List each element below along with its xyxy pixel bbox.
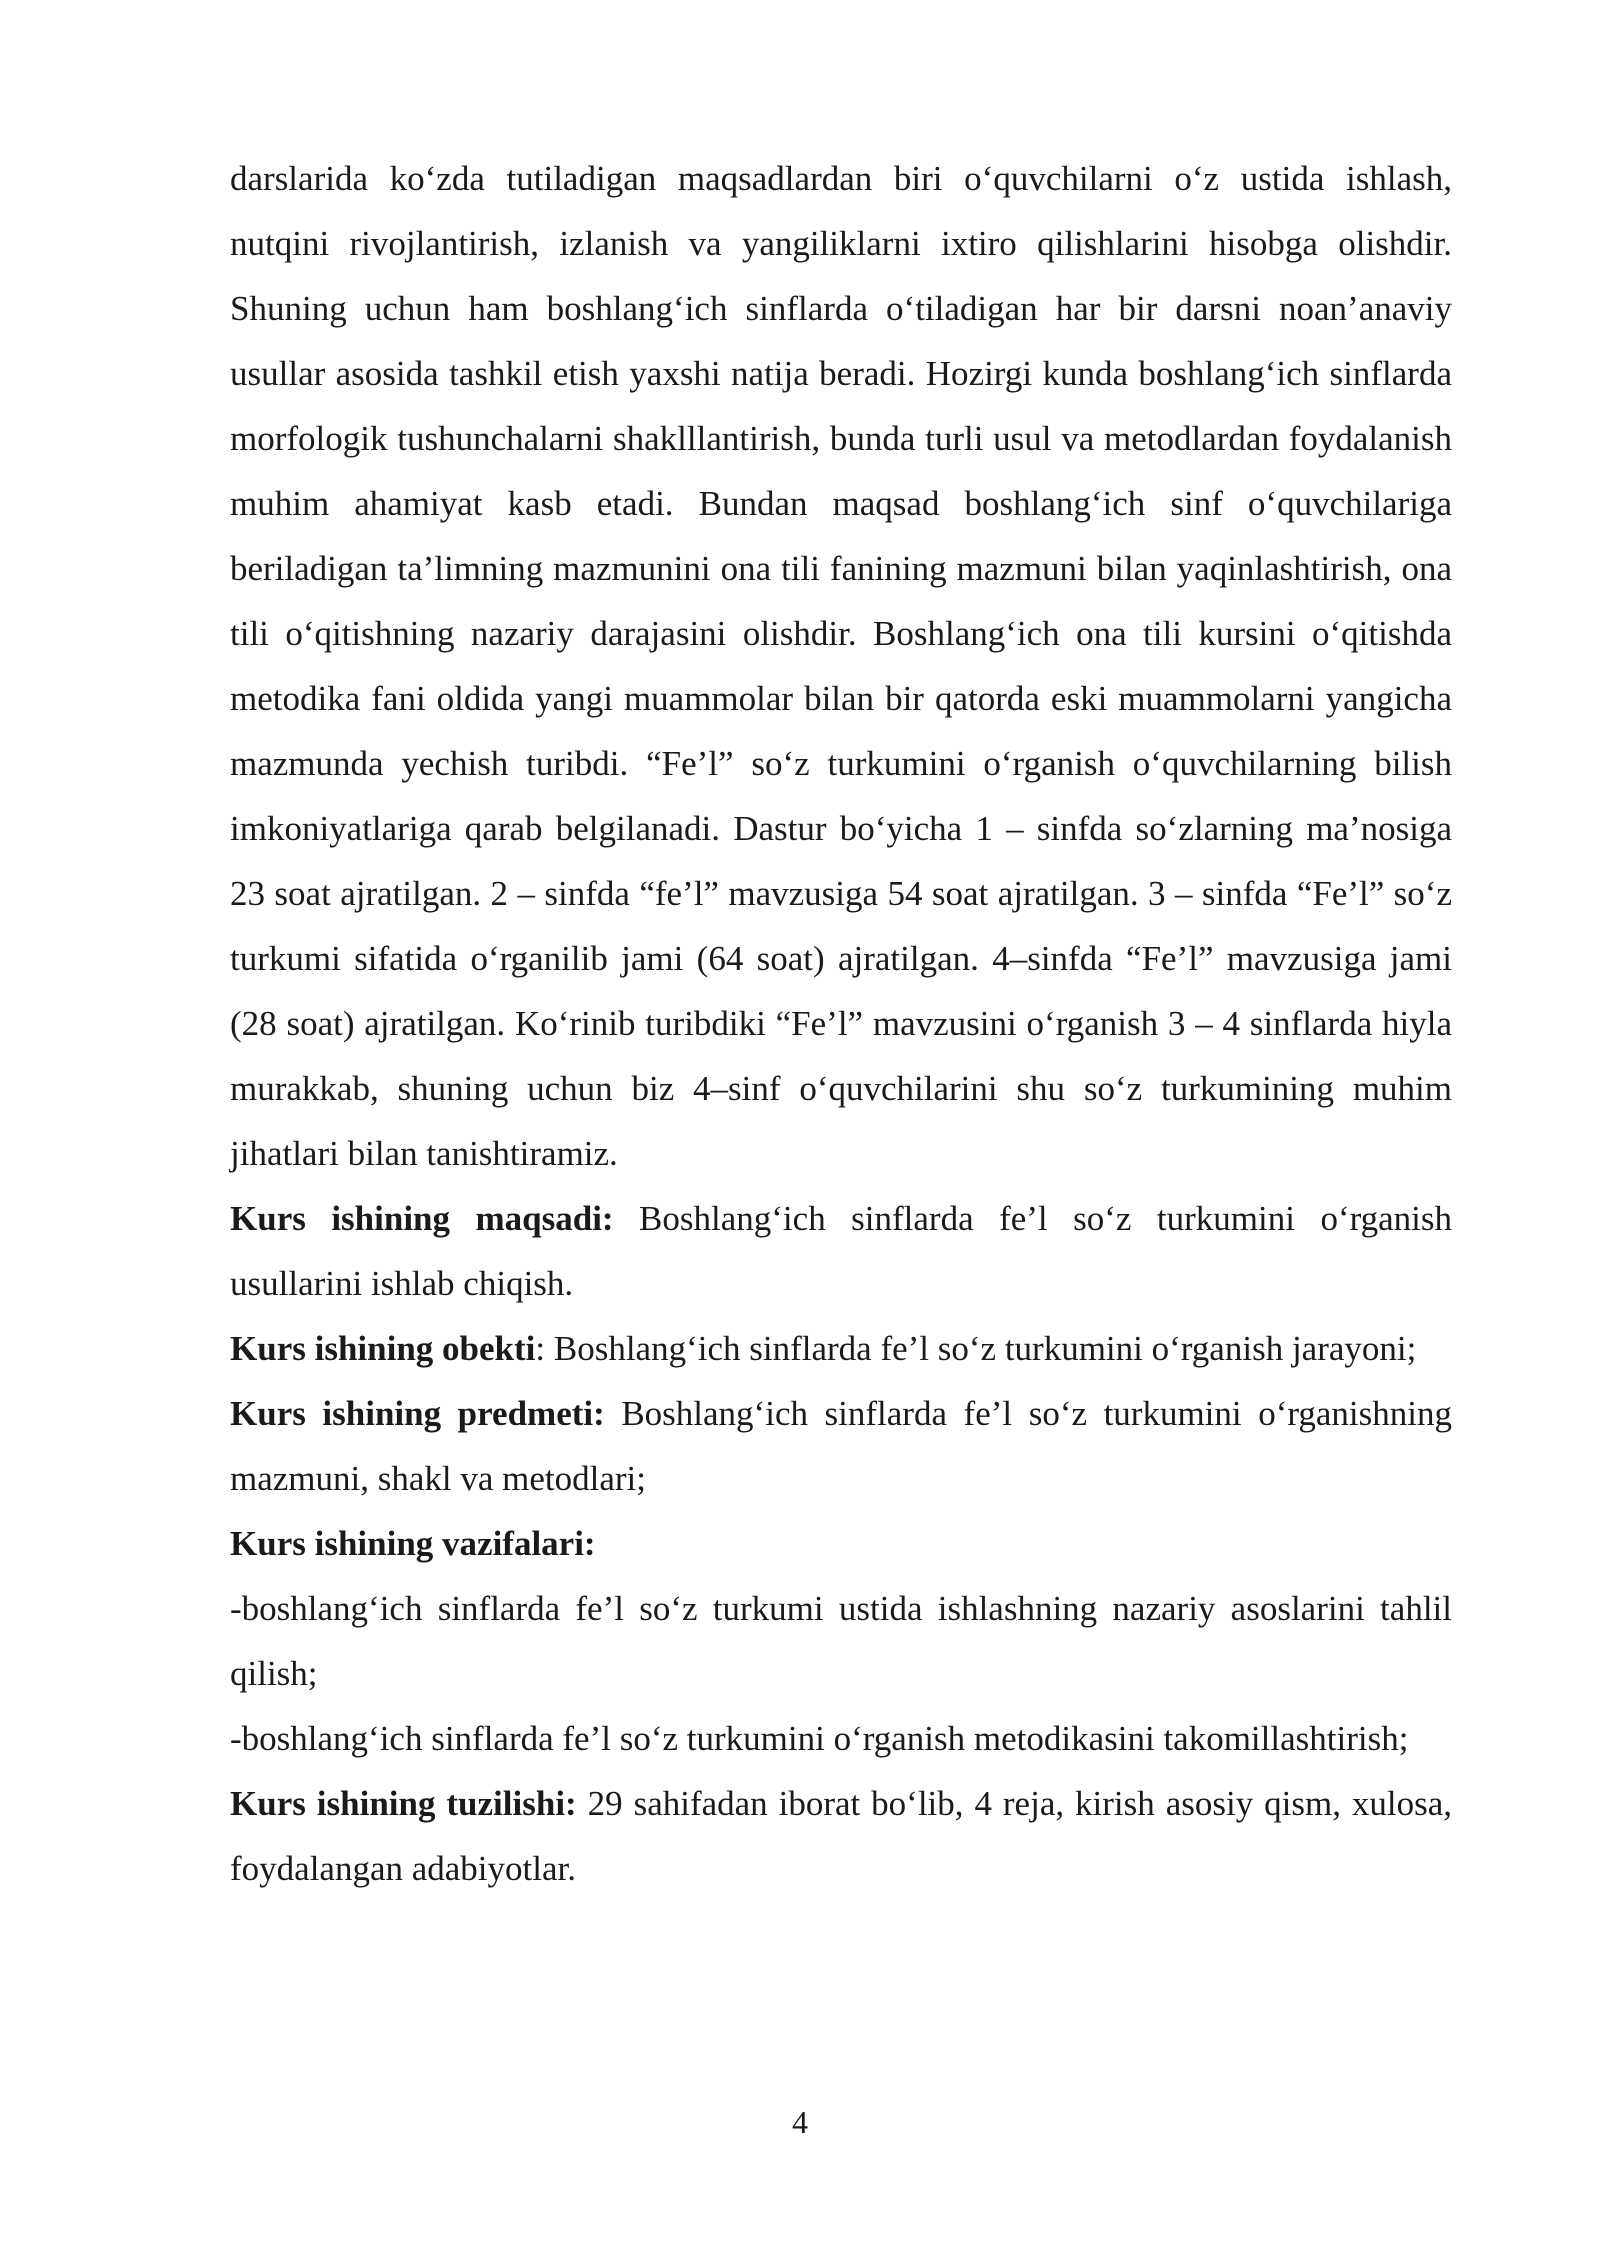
tasks-label: Kurs ishining vazifalari:: [230, 1524, 596, 1563]
object-label: Kurs ishining obekti: [230, 1329, 536, 1368]
goal-text: Boshlang‘ich sinflarda fe’l so‘z turkumini o‘rganish usullarini ishlab chiqish.: [230, 1199, 1453, 1303]
page-number: 4: [792, 2104, 808, 2140]
object-text: : Boshlang‘ich sinflarda fe’l so‘z turkumini o‘rganish jarayoni;: [535, 1329, 1417, 1368]
subject-text: Boshlang‘ich sinflarda fe’l so‘z turkumini o‘rganishning mazmuni, shakl va metodlari;: [230, 1394, 1452, 1498]
intro-paragraph: darslarida ko‘zda tutiladigan maqsadlardan biri o‘quvchilarni o‘z ustida ishlash, nutqini rivojlantirish, izlanish va yangiliklarni ixtiro qilishlarini hisobga olishdir. Shuning uchun ham boshlang‘ich sinflarda o‘tiladigan har bir darsni noan’anaviy usullar asosida tashkil etish yaxshi natija beradi. Hozirgi kunda boshlang‘ich sinflarda morfologik tushunchalarni shaklllantirish, bunda turli usul va metodlardan foydalanish muhim ahamiyat kasb etadi. Bundan maqsad boshlang‘ich sinf o‘quvchilariga beriladigan ta’limning mazmunini ona tili fanining mazmuni bilan yaqinlashtirish, ona tili o‘qitishning nazariy darajasini olishdir. Boshlang‘ich ona tili kursini o‘qitishda metodika fani oldida yangi muammolar bilan bir qatorda eski muammolarni yangicha mazmunda yechish turibdi. “Fe’l” so‘z turkumini o‘rganish o‘quvchilarning bilish imkoniyatlariga qarab belgilanadi. Dastur bo‘yicha 1 – sinfda so‘zlarning ma’nosiga 23 soat ajratilgan. 2 – sinfda “fe’l” mavzusiga 54 soat ajratilgan. 3 – sinfda “Fe’l” so‘z turkumi sifatida o‘rganilib jami (64 soat) ajratilgan. 4–sinfda “Fe’l” mavzusiga jami (28 soat) ajratilgan. Ko‘rinib turibdiki “Fe’l” mavzusini o‘rganish 3 – 4 sinflarda hiyla murakkab, shuning uchun biz 4–sinf o‘quvchilarini shu so‘z turkumining muhim jihatlari bilan tanishtiramiz.: [230, 159, 1452, 1173]
structure-paragraph: [230, 1771, 1452, 1901]
subject-label: Kurs ishining predmeti:: [230, 1394, 605, 1433]
task-item: -boshlang‘ich sinflarda fe’l so‘z turkumi ustida ishlashning nazariy asoslarini tahlil qilish;: [230, 1589, 1452, 1693]
task-item: -boshlang‘ich sinflarda fe’l so‘z turkumini o‘rganish metodikasini takomillashtirish;: [230, 1719, 1409, 1758]
tasks-heading: [230, 1511, 1452, 1576]
document-page: [230, 146, 1452, 1901]
goal-paragraph: [230, 1186, 1452, 1316]
object-paragraph: [230, 1316, 1452, 1381]
subject-paragraph: [230, 1381, 1452, 1511]
structure-text: 29 sahifadan iborat bo‘lib, 4 reja, kirish asosiy qism, xulosa, foydalangan adabiyotlar.: [230, 1784, 1453, 1888]
structure-label: Kurs ishining tuzilishi:: [230, 1784, 577, 1823]
goal-label: Kurs ishining maqsadi:: [230, 1199, 614, 1238]
